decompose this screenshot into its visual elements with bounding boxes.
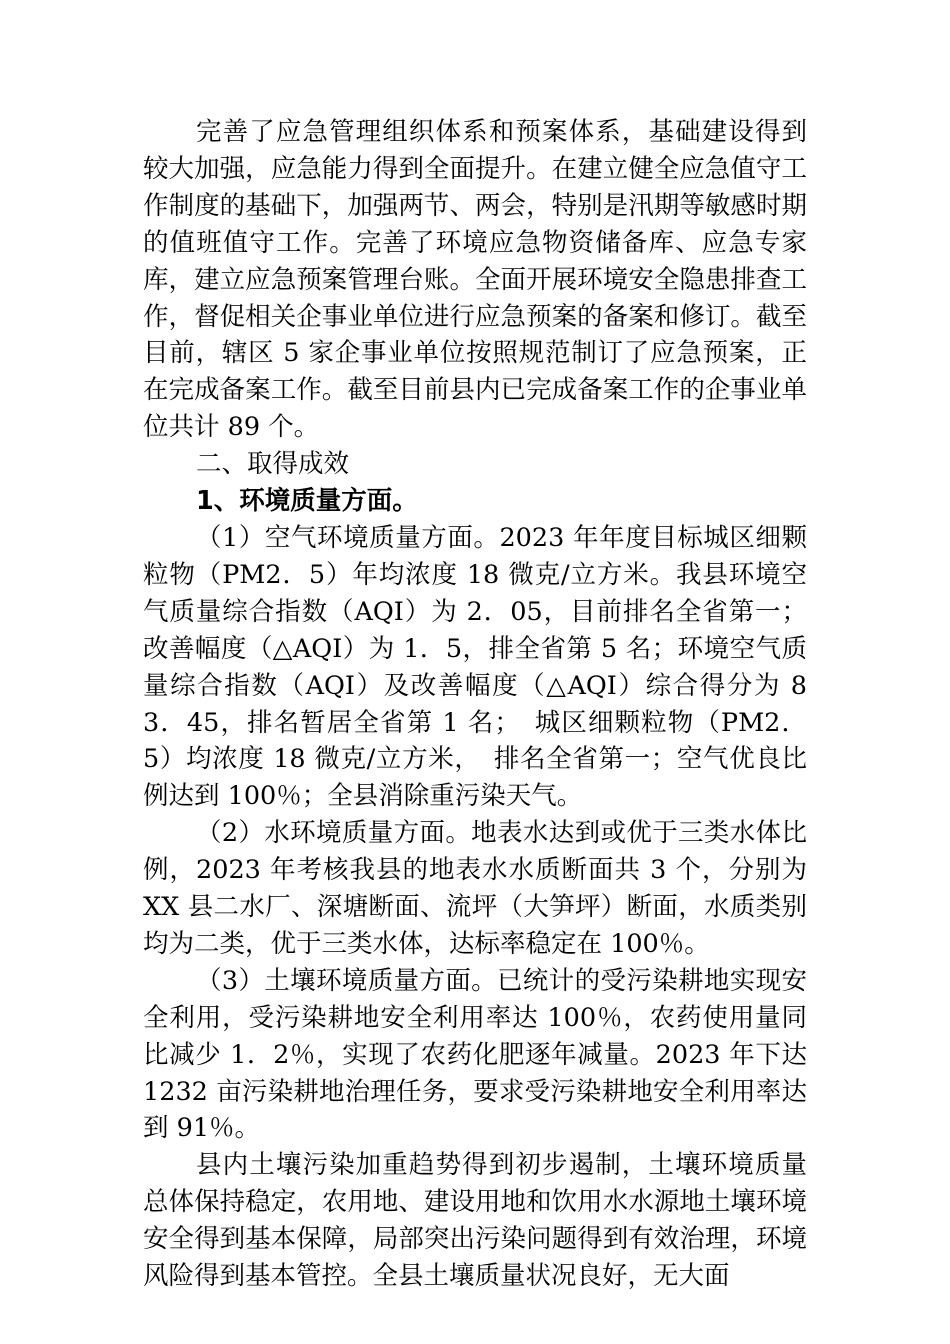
section-heading-achievements: 二、取得成效 xyxy=(196,449,350,480)
paragraph-soil-status: 县内土壤污染加重趋势得到初步遏制，土壤环境质量总体保持稳定，农用地、建设用地和饮用水水源地土壤环境安全得到基本保障，局部突出污染问题得到有效治理，环境风险得到基本管控。全县土壤质量状况良好，无大面 xyxy=(143,1150,807,1292)
paragraph-soil-quality: （3）土壤环境质量方面。已统计的受污染耕地实现安全利用，受污染耕地安全利用率达 100％，农药使用量同比减少 1．2％，实现了农药化肥逐年减量。2023 年下达 1232 亩污染耕地治理任务，要求受污染耕地安全利用率达到 91％。 xyxy=(143,965,807,1144)
paragraph-air-quality: （1）空气环境质量方面。2023 年年度目标城区细颗粒物（PM2．5）年均浓度 18 微克/立方米。我县环境空气质量综合指数（AQI）为 2．05，目前排名全省第一；改善幅度（△AQI）为 1．5，排全省第 5 名；环境空气质量综合指数（AQI）及改善幅度（△AQI）综合得分为 83．45，排名暂居全省第 1 名； 城区细颗粒物（PM2．5）均浓度 18 微克/立方米， 排名全省第一；空气优良比例达到 100％；全县消除重污染天气。 xyxy=(143,522,807,812)
paragraph-water-quality: （2）水环境质量方面。地表水达到或优于三类水体比例，2023 年考核我县的地表水水质断面共 3 个，分别为 XX 县二水厂、深塘断面、流坪（大笋坪）断面，水质类别均为二类，优于三类水体，达标率稳定在 100％。 xyxy=(143,818,807,959)
document-page xyxy=(143,114,807,1295)
paragraph-emergency-management: 完善了应急管理组织体系和预案体系，基础建设得到较大加强，应急能力得到全面提升。在建立健全应急值守工作制度的基础下，加强两节、两会，特别是汛期等敏感时期的值班值守工作。完善了环境应急物资储备库、应急专家库，建立应急预案管理台账。全面开展环境安全隐患排查工作，督促相关企事业单位进行应急预案的备案和修订。截至目前，辖区 5 家企事业单位按照规范制订了应急预案，正在完成备案工作。截至目前县内已完成备案工作的企事业单位共计 89 个。 xyxy=(143,117,807,443)
subheading-environmental-quality: 1、环境质量方面。 xyxy=(196,486,418,517)
